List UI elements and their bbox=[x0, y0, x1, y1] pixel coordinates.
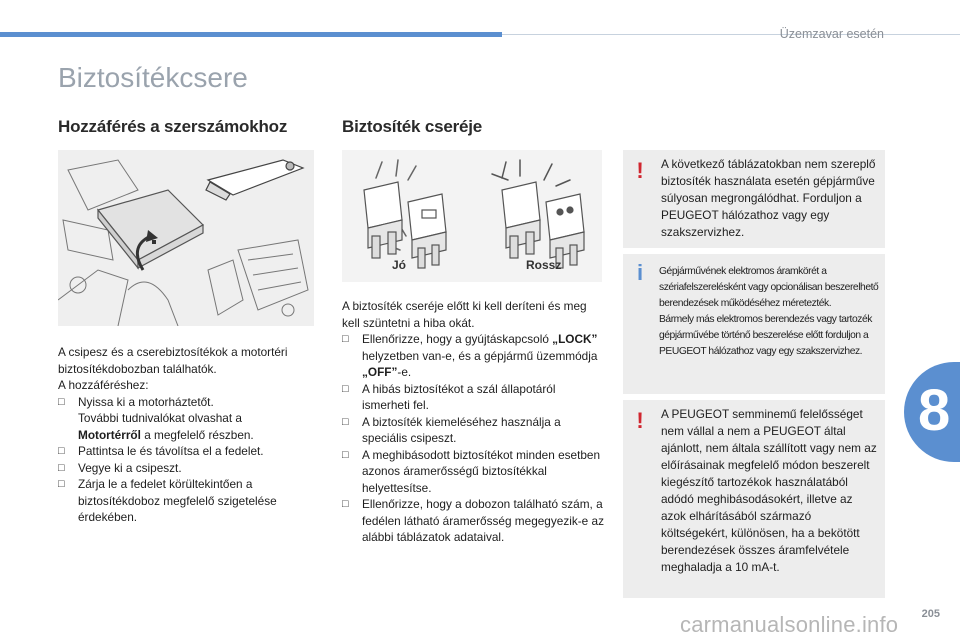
step1-line2 bbox=[78, 410, 308, 443]
list-item bbox=[342, 414, 604, 447]
tools-intro: A csipesz és a cserebiztosítékok a motortéri biztosítékdobozban találhatók. bbox=[58, 345, 288, 376]
fuse-replacement-text bbox=[342, 298, 604, 546]
list-item bbox=[58, 443, 308, 460]
bullet1-part-b: helyzetben van-e, és a gépjármű üzemmódja bbox=[362, 348, 598, 363]
check-box-icon: □ bbox=[342, 382, 349, 395]
info-text bbox=[659, 264, 879, 361]
check-box-icon: □ bbox=[342, 333, 349, 345]
fusebox-drawing bbox=[58, 150, 314, 326]
step3-text: Vegye ki a csipeszt. bbox=[78, 460, 182, 475]
list-item bbox=[342, 381, 604, 414]
check-box-icon: □ bbox=[342, 448, 349, 461]
warning-box-unlisted-fuse bbox=[623, 150, 885, 248]
fuse-good-bad-illustration bbox=[342, 150, 602, 282]
fuse-intro: A biztosíték cseréje előtt ki kell deríteni és meg kell szüntetni a hiba okát. bbox=[342, 299, 587, 330]
bullet5-text: Ellenőrizze, hogy a dobozon található szám, a fedélen látható áramerősség megegyezik-e az alábbi táblázatok adataival. bbox=[362, 497, 604, 544]
engine-bay-fusebox-illustration bbox=[58, 150, 314, 326]
page-title: Biztosítékcsere bbox=[58, 62, 248, 93]
warning-box-liability bbox=[623, 400, 885, 598]
info-paragraph-1: Gépjárművének elektromos áramkörét a szériafelszerelésként vagy opcionálisan beszerelhető berendezések működéséhez méretezték. bbox=[659, 266, 879, 310]
section-label: Üzemzavar esetén bbox=[779, 27, 884, 41]
page-number: 205 bbox=[921, 608, 940, 620]
step1-text: További tudnivalókat olvashat a bbox=[78, 411, 242, 425]
fuse-drawing bbox=[342, 150, 602, 282]
label-good: Jó bbox=[392, 258, 407, 272]
step1-line1: Nyissa ki a motorháztetőt. bbox=[78, 394, 214, 409]
list-item bbox=[58, 476, 308, 526]
list-item bbox=[342, 447, 604, 497]
check-box-icon: □ bbox=[342, 498, 349, 510]
list-item bbox=[342, 496, 604, 546]
header-accent-bar bbox=[0, 32, 502, 37]
tools-access-heading: Hozzáférés a szerszámokhoz bbox=[58, 117, 288, 136]
chapter-number: 8 bbox=[918, 378, 951, 443]
bullet3-text: A biztosíték kiemeléséhez használja a speciális csipeszt. bbox=[362, 414, 561, 445]
fuse-replacement-heading: Biztosíték cseréje bbox=[342, 117, 483, 136]
bullet1-part-a: Ellenőrizze, hogy a gyújtáskapcsoló bbox=[362, 332, 553, 346]
check-box-icon: □ bbox=[58, 395, 65, 408]
header-rule bbox=[502, 34, 960, 35]
bullet4-text: A meghibásodott biztosítékot minden esetben azonos áramerősségű biztosítékkal helyettesítse. bbox=[362, 447, 601, 495]
warning2-text: A PEUGEOT semminemű felelősséget nem vállal a nem a PEUGEOT által ajánlott, nem általa szállított vagy nem az előírásainak megfelelő módon beszerelt kiegészítő tartozékok használatából adódó meghibásodásokért, illetve az azok elhárításából származó költségekért, különösen, ha a bekötött berendezések összes áramfelvétele meghaladja a 10 mA-t. bbox=[661, 407, 877, 574]
watermark: carmanualsonline.info bbox=[680, 612, 899, 637]
list-item bbox=[58, 394, 308, 444]
check-box-icon: □ bbox=[58, 461, 65, 474]
bullet1-text bbox=[362, 331, 604, 381]
check-box-icon: □ bbox=[58, 478, 65, 490]
chapter-tab bbox=[904, 362, 960, 462]
warning1-text: A következő táblázatokban nem szereplő biztosíték használata esetén gépjárműve súlyosan megrongálódhat. Forduljon a PEUGEOT hálózathoz vagy egy szakszervizhez. bbox=[661, 157, 876, 239]
info-icon: i bbox=[636, 260, 644, 285]
bullet1-part-c: -e. bbox=[397, 365, 412, 379]
list-item bbox=[58, 460, 308, 477]
step1-bold: Motortérről bbox=[78, 427, 141, 442]
check-box-icon: □ bbox=[58, 445, 65, 457]
tools-access-text bbox=[58, 344, 308, 526]
info-paragraph-2: Bármely más elektromos berendezés vagy tartozék gépjárművébe történő beszerelése előtt forduljon a PEUGEOT hálózathoz vagy egy szakszervizhez. bbox=[659, 314, 872, 358]
step1-text-end: a megfelelő részben. bbox=[140, 427, 254, 442]
list-item bbox=[342, 331, 604, 381]
lock-label: „LOCK” bbox=[552, 332, 598, 346]
label-bad: Rossz bbox=[526, 258, 562, 272]
step4-text: Zárja le a fedelet körültekintően a biztosítékdoboz megfelelő szigetelése érdekében. bbox=[78, 477, 277, 524]
access-label: A hozzáféréshez: bbox=[58, 378, 149, 392]
exclamation-icon: ! bbox=[636, 408, 644, 433]
step2-text: Pattintsa le és távolítsa el a fedelet. bbox=[78, 444, 264, 458]
off-label: „OFF” bbox=[362, 365, 398, 379]
info-box-electrical bbox=[623, 254, 885, 394]
exclamation-icon: ! bbox=[636, 158, 644, 183]
check-box-icon: □ bbox=[342, 415, 349, 428]
bullet2-text: A hibás biztosítékot a szál állapotáról ismerheti fel. bbox=[362, 381, 556, 412]
